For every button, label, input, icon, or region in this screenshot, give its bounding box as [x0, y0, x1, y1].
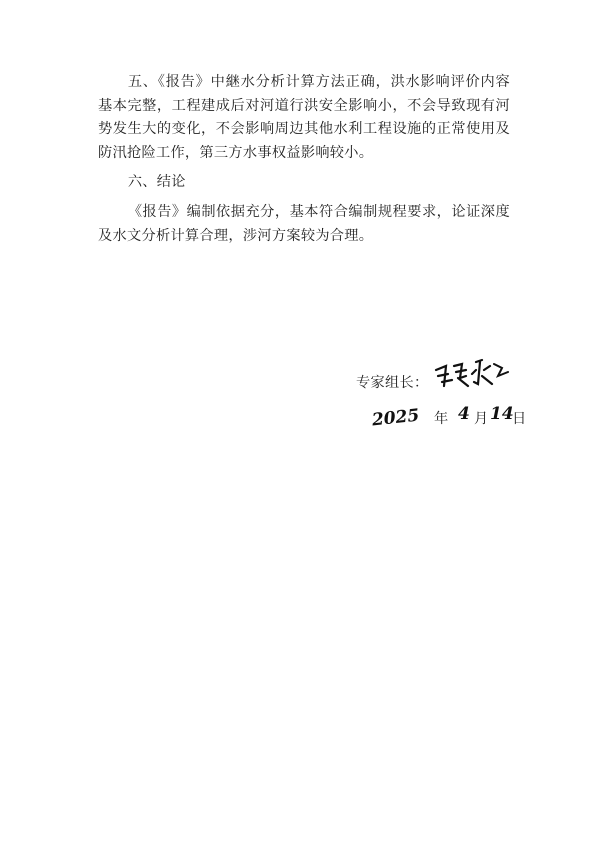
heading-conclusion: 六、结论 — [127, 174, 186, 191]
paragraph-section-5: 五、《报告》中継水分析计算方法正确，洪水影响评价内容基本完整，工程建成后对河道行洪安全影响小，不会导致现有河势发生大的变化，不会影响周边其他水利工程设施的正常使用及防汛抢险工作，第三方水事权益影响较小。 — [98, 74, 510, 161]
signature-date — [366, 402, 536, 432]
document-body — [98, 71, 510, 248]
date-day-unit: 日 — [512, 411, 527, 427]
date-day: 14 — [490, 404, 514, 424]
date-year: 2025 — [371, 405, 421, 431]
handwritten-signature — [432, 356, 512, 396]
signature-block — [356, 360, 536, 430]
paragraph-conclusion: 《报告》编制依据充分，基本符合编制规程要求，论证深度及水文分析计算合理，涉河方案较为合理。 — [98, 203, 510, 244]
expert-leader-label: 专家组长： — [356, 375, 429, 391]
date-month-unit: 月 — [474, 411, 489, 427]
date-year-unit: 年 — [434, 411, 449, 427]
date-month: 4 — [458, 404, 470, 424]
